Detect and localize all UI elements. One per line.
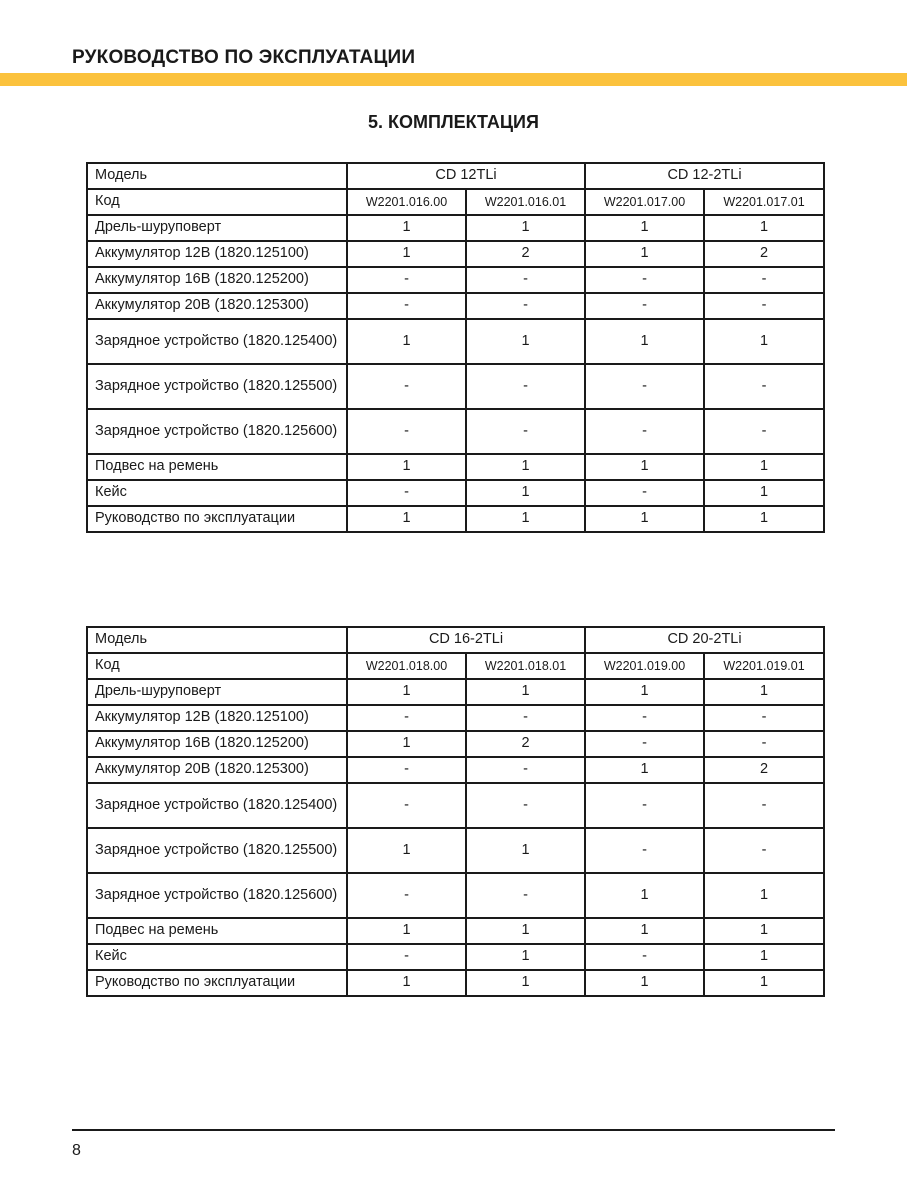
quantity-cell: -: [466, 873, 585, 918]
quantity-cell: 2: [704, 757, 824, 783]
quantity-cell: 1: [585, 506, 704, 532]
section-title: 5. КОМПЛЕКТАЦИЯ: [368, 112, 539, 132]
product-code: W2201.018.00: [347, 653, 466, 679]
quantity-cell: -: [585, 731, 704, 757]
product-code: W2201.019.00: [585, 653, 704, 679]
quantity-cell: -: [347, 409, 466, 454]
model-name: CD 16-2TLi: [347, 627, 585, 653]
quantity-cell: -: [347, 364, 466, 409]
model-name: CD 20-2TLi: [585, 627, 824, 653]
quantity-cell: -: [585, 364, 704, 409]
table-row: [87, 215, 824, 241]
table-row: [87, 918, 824, 944]
quantity-cell: 1: [466, 480, 585, 506]
product-code: W2201.018.01: [466, 653, 585, 679]
quantity-cell: -: [704, 783, 824, 828]
item-label: Аккумулятор 20В (1820.125300): [87, 293, 347, 319]
quantity-cell: -: [704, 364, 824, 409]
quantity-cell: -: [347, 873, 466, 918]
quantity-cell: 1: [347, 215, 466, 241]
table-row: [87, 454, 824, 480]
quantity-cell: 1: [585, 241, 704, 267]
quantity-cell: 1: [704, 918, 824, 944]
item-label: Зарядное устройство (1820.125600): [87, 873, 347, 918]
quantity-cell: 1: [347, 918, 466, 944]
quantity-cell: 1: [347, 828, 466, 873]
quantity-cell: -: [585, 480, 704, 506]
table-row: [87, 705, 824, 731]
item-label: Дрель-шуруповерт: [87, 215, 347, 241]
product-code: W2201.017.01: [704, 189, 824, 215]
table-row: [87, 267, 824, 293]
table-row: [87, 241, 824, 267]
quantity-cell: 1: [585, 679, 704, 705]
quantity-cell: 1: [704, 480, 824, 506]
quantity-cell: -: [347, 783, 466, 828]
quantity-cell: -: [585, 828, 704, 873]
item-label: Руководство по эксплуатации: [87, 506, 347, 532]
document-header-title: РУКОВОДСТВО ПО ЭКСПЛУАТАЦИИ: [72, 47, 416, 68]
quantity-cell: -: [585, 293, 704, 319]
item-label: Зарядное устройство (1820.125600): [87, 409, 347, 454]
table-row: [87, 731, 824, 757]
quantity-cell: -: [347, 944, 466, 970]
quantity-cell: 1: [585, 918, 704, 944]
quantity-cell: 1: [704, 319, 824, 364]
quantity-cell: 1: [704, 873, 824, 918]
quantity-cell: 1: [466, 944, 585, 970]
quantity-cell: -: [466, 293, 585, 319]
quantity-cell: 1: [466, 215, 585, 241]
table-row: [87, 293, 824, 319]
table-row: [87, 364, 824, 409]
quantity-cell: 1: [466, 970, 585, 996]
quantity-cell: -: [585, 409, 704, 454]
quantity-cell: 1: [466, 454, 585, 480]
quantity-cell: -: [704, 267, 824, 293]
table-row: [87, 944, 824, 970]
quantity-cell: -: [466, 409, 585, 454]
table-row: [87, 873, 824, 918]
quantity-cell: 1: [704, 506, 824, 532]
model-label: Модель: [87, 163, 347, 189]
page-number: 8: [72, 1142, 81, 1159]
item-label: Аккумулятор 12В (1820.125100): [87, 705, 347, 731]
quantity-cell: 2: [466, 731, 585, 757]
code-label: Код: [87, 653, 347, 679]
quantity-cell: 1: [585, 319, 704, 364]
item-label: Зарядное устройство (1820.125400): [87, 319, 347, 364]
quantity-cell: -: [704, 828, 824, 873]
quantity-cell: -: [704, 705, 824, 731]
quantity-cell: -: [347, 480, 466, 506]
header-accent-bar: [0, 73, 907, 86]
quantity-cell: -: [704, 409, 824, 454]
quantity-cell: 1: [585, 757, 704, 783]
product-code: W2201.017.00: [585, 189, 704, 215]
table-row: [87, 757, 824, 783]
item-label: Подвес на ремень: [87, 454, 347, 480]
code-label: Код: [87, 189, 347, 215]
product-code: W2201.016.01: [466, 189, 585, 215]
item-label: Аккумулятор 16В (1820.125200): [87, 731, 347, 757]
item-label: Кейс: [87, 944, 347, 970]
item-label: Аккумулятор 12В (1820.125100): [87, 241, 347, 267]
table-row: [87, 319, 824, 364]
table-row: [87, 679, 824, 705]
product-code: W2201.016.00: [347, 189, 466, 215]
code-row: [87, 189, 824, 215]
table-row: [87, 828, 824, 873]
item-label: Аккумулятор 16В (1820.125200): [87, 267, 347, 293]
quantity-cell: 1: [347, 731, 466, 757]
quantity-cell: 1: [585, 454, 704, 480]
quantity-cell: -: [347, 293, 466, 319]
quantity-cell: -: [347, 757, 466, 783]
item-label: Аккумулятор 20В (1820.125300): [87, 757, 347, 783]
quantity-cell: 1: [466, 506, 585, 532]
quantity-cell: -: [466, 364, 585, 409]
item-label: Руководство по эксплуатации: [87, 970, 347, 996]
quantity-cell: 1: [585, 215, 704, 241]
quantity-cell: -: [466, 783, 585, 828]
quantity-cell: 1: [704, 454, 824, 480]
model-name: CD 12TLi: [347, 163, 585, 189]
item-label: Зарядное устройство (1820.125400): [87, 783, 347, 828]
quantity-cell: 1: [347, 319, 466, 364]
kit-table-2: [86, 626, 825, 997]
quantity-cell: 1: [347, 506, 466, 532]
quantity-cell: 1: [585, 970, 704, 996]
model-row: [87, 627, 824, 653]
quantity-cell: -: [466, 705, 585, 731]
quantity-cell: -: [585, 944, 704, 970]
quantity-cell: 1: [704, 679, 824, 705]
quantity-cell: 1: [466, 918, 585, 944]
item-label: Зарядное устройство (1820.125500): [87, 364, 347, 409]
quantity-cell: 2: [704, 241, 824, 267]
quantity-cell: -: [347, 267, 466, 293]
table-row: [87, 506, 824, 532]
quantity-cell: -: [585, 267, 704, 293]
quantity-cell: 1: [704, 944, 824, 970]
code-row: [87, 653, 824, 679]
quantity-cell: 1: [347, 970, 466, 996]
item-label: Кейс: [87, 480, 347, 506]
item-label: Зарядное устройство (1820.125500): [87, 828, 347, 873]
product-code: W2201.019.01: [704, 653, 824, 679]
quantity-cell: 2: [466, 241, 585, 267]
quantity-cell: -: [585, 783, 704, 828]
quantity-cell: -: [704, 293, 824, 319]
quantity-cell: 1: [347, 454, 466, 480]
footer-divider: [72, 1129, 835, 1131]
item-label: Подвес на ремень: [87, 918, 347, 944]
quantity-cell: -: [466, 757, 585, 783]
table-row: [87, 783, 824, 828]
quantity-cell: -: [585, 705, 704, 731]
quantity-cell: 1: [704, 970, 824, 996]
model-name: CD 12-2TLi: [585, 163, 824, 189]
quantity-cell: 1: [585, 873, 704, 918]
quantity-cell: 1: [704, 215, 824, 241]
quantity-cell: -: [347, 705, 466, 731]
table-row: [87, 409, 824, 454]
table-row: [87, 480, 824, 506]
model-label: Модель: [87, 627, 347, 653]
quantity-cell: -: [704, 731, 824, 757]
model-row: [87, 163, 824, 189]
quantity-cell: -: [466, 267, 585, 293]
quantity-cell: 1: [347, 679, 466, 705]
table-row: [87, 970, 824, 996]
item-label: Дрель-шуруповерт: [87, 679, 347, 705]
quantity-cell: 1: [466, 679, 585, 705]
quantity-cell: 1: [466, 319, 585, 364]
kit-table-1: [86, 162, 825, 533]
quantity-cell: 1: [466, 828, 585, 873]
quantity-cell: 1: [347, 241, 466, 267]
